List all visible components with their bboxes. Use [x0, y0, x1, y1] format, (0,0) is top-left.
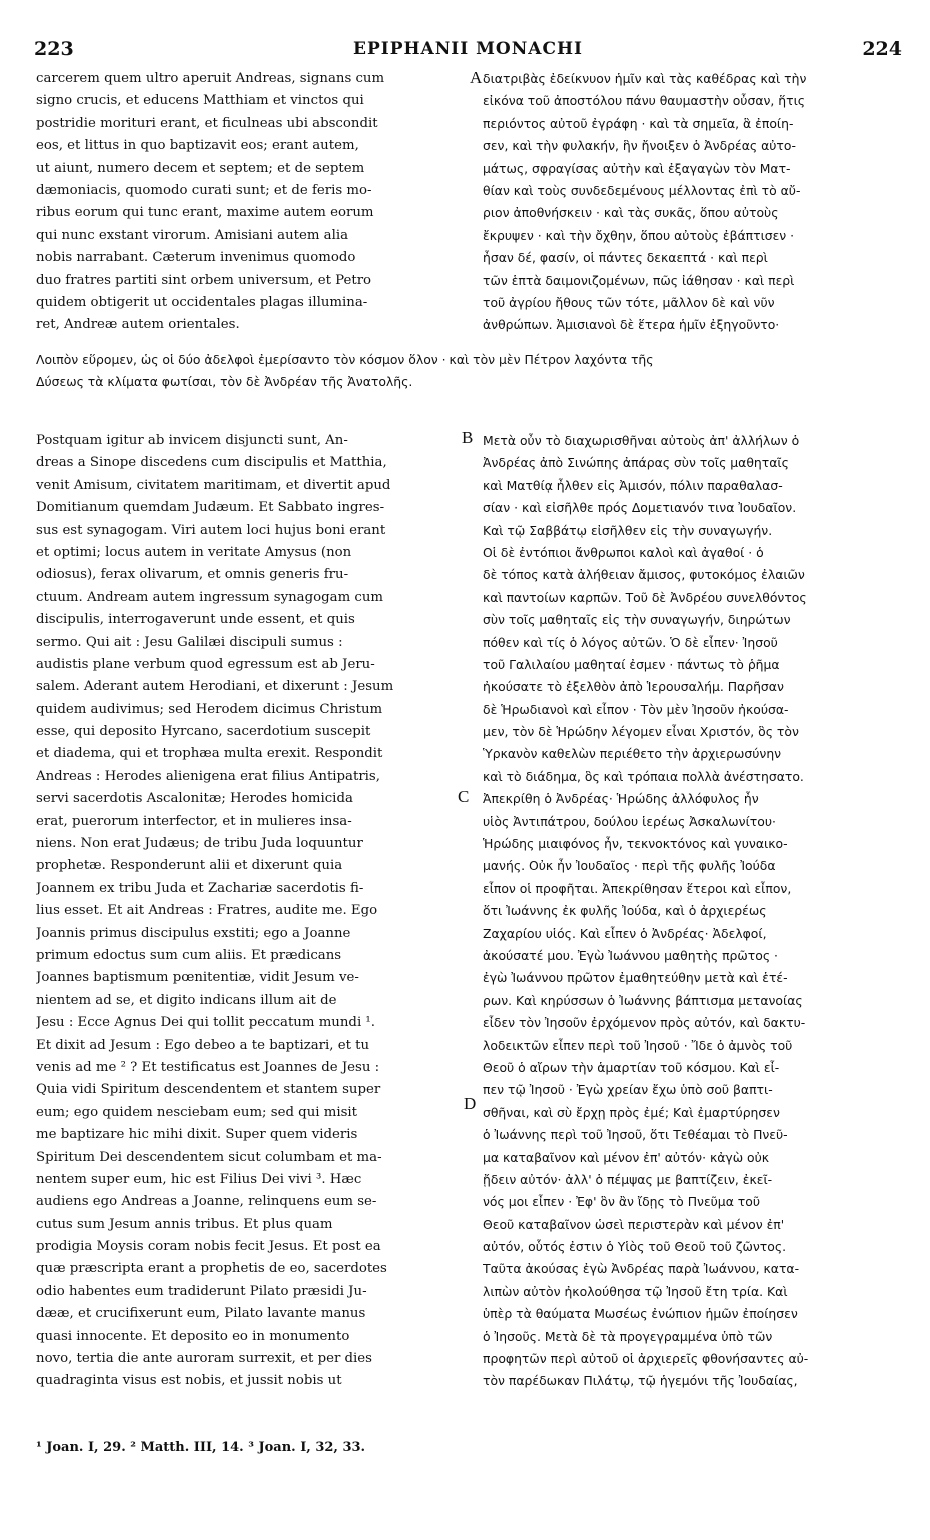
text-line: τοῦ Γαλιλαίου μαθηταί ἐσμεν · πάντως τὸ ῥῆμα: [483, 656, 780, 672]
text-line: τὸν παρέδωκαν Πιλάτῳ, τῷ ἡγεμόνι τῆς Ἰουδαίας,: [483, 1373, 798, 1389]
text-line: ἦσαν δέ, φασίν, οἱ πάντες δεκαεπτά · καὶ περὶ: [483, 250, 768, 266]
text-line: cutus sum Jesum annis tribus. Et plus quam: [36, 1216, 333, 1232]
text-line: πεν τῷ Ἰησοῦ · Ἐγὼ χρείαν ἔχω ὑπὸ σοῦ βαπτι-: [483, 1082, 773, 1098]
text-line: Joannem ex tribu Juda et Zachariæ sacerdotis fi-: [36, 880, 364, 896]
text-line: ὁ Ἰησοῦς. Μετὰ δὲ τὰ προγεγραμμένα ὑπὸ τῶν: [483, 1328, 773, 1344]
text-line: postridie morituri erant, et ficulneas ubi abscondit: [36, 115, 378, 131]
text-line: venis ad me ² ? Et testificatus est Joannes de Jesu :: [36, 1059, 380, 1075]
text-line: me baptizare hic mihi dixit. Super quem videris: [36, 1127, 358, 1143]
text-line: Λοιπὸν εὕρομεν, ὡς οἱ δύο ἀδελφοὶ ἐμερίσαντο τὸν κόσμον ὅλον · καὶ τὸν μὲν Πέτρον λαχόντα τῆς: [36, 352, 654, 367]
text-line: quidem audivimus; sed Herodem dicimus Christum: [36, 701, 383, 717]
text-line: υἱὸς Ἀντιπάτρου, δούλου ἱερέως Ἀσκαλωνίτου·: [483, 813, 776, 829]
text-line: signo crucis, et educens Matthiam et vinctos qui: [36, 93, 364, 109]
text-line: τοῦ ἀγρίου ἤθους τῶν τότε, μᾶλλον δὲ καὶ νῦν: [483, 294, 775, 310]
text-line: νός μοι εἶπεν · Ἐφ' ὃν ἂν ἴδῃς τὸ Πνεῦμα τοῦ: [483, 1194, 761, 1210]
text-line: Δύσεως τὰ κλίματα φωτίσαι, τὸν δὲ Ἀνδρέαν τῆς Ἀνατολῆς.: [36, 374, 413, 390]
text-line: quidem obtigerit ut occidentales plagas illumina-: [36, 294, 368, 310]
text-line: Andreas : Herodes alienigena erat filius Antipatris,: [36, 768, 380, 784]
text-line: lius esset. Et ait Andreas : Fratres, audite me. Ego: [36, 903, 378, 919]
text-line: Οἱ δὲ ἐντόπιοι ἄνθρωποι καλοὶ καὶ ἀγαθοί · ὁ: [483, 544, 764, 560]
text-line: καὶ παντοίων καρπῶν. Τοῦ δὲ Ἀνδρέου συνελθόντος: [483, 589, 807, 605]
text-line: Θεοῦ καταβαῖνον ὡσεὶ περιστερὰν καὶ μένον ἐπ': [483, 1216, 785, 1232]
text-line: ᾔδειν αὐτόν· ἀλλ' ὁ πέμψας με βαπτίζειν, ἐκεῖ-: [483, 1171, 773, 1187]
text-line: audiens ego Andreas a Joanne, relinquens eum se-: [36, 1194, 377, 1210]
text-line: Ἀνδρέας ἀπὸ Σινώπης ἀπάρας σὺν τοῖς μαθηταῖς: [483, 455, 789, 471]
latin-column-section-a: [36, 68, 468, 337]
text-line: odio habentes eum tradiderunt Pilato præsidi Ju-: [36, 1283, 367, 1299]
footnotes: ¹ Joan. I, 29. ² Matth. III, 14. ³ Joan. I, 32, 33.: [36, 1440, 366, 1455]
text-line: σίαν · καὶ εἰσῆλθε πρός Δομετιανόν τινα Ἰουδαῖον.: [483, 500, 797, 516]
text-line: ριον ἀποθνήσκειν · καὶ τὰς συκᾶς, ὅπου αὐτοὺς: [483, 205, 779, 221]
text-line: salem. Aderant autem Herodiani, et dixerunt : Jesum: [36, 679, 394, 695]
text-line: Quia vidi Spiritum descendentem et stantem super: [36, 1082, 381, 1098]
text-line: nobis narrabant. Cæterum invenimus quomodo: [36, 250, 356, 266]
text-line: Καὶ τῷ Σαββάτῳ εἰσῆλθεν εἰς τὴν συναγωγήν.: [483, 522, 773, 538]
page-number-right: 224: [862, 38, 902, 60]
text-line: dææ, et crucifixerunt eum, Pilato lavante manus: [36, 1306, 366, 1322]
text-line: ρων. Καὶ κηρύσσων ὁ Ἰωάννης βάπτισμα μετανοίας: [483, 992, 803, 1008]
page-header: [34, 38, 902, 66]
text-line: καὶ Ματθίᾳ ἦλθεν εἰς Ἀμισόν, πόλιν παραθαλασ-: [483, 477, 783, 493]
text-line: δὲ Ἡρωδιανοὶ καὶ εἶπον · Τὸν μὲν Ἰησοῦν ἠκούσα-: [483, 701, 789, 717]
text-line: μα καταβαῖνον καὶ μένον ἐπ' αὐτόν· κἀγὼ οὐκ: [483, 1149, 770, 1165]
text-line: prodigia Moysis coram nobis fecit Jesus. Et post ea: [36, 1239, 381, 1255]
text-line: σὺν τοῖς μαθηταῖς εἰς τὴν συναγωγήν, διηρώτων: [483, 612, 791, 628]
text-line: carcerem quem ultro aperuit Andreas, signans cum: [36, 71, 385, 86]
text-line: Et dixit ad Jesum : Ego debeo a te baptizari, et tu: [36, 1037, 370, 1053]
text-line: nentem super eum, hic est Filius Dei vivi ³. Hæc: [36, 1171, 362, 1187]
greek-column-section-b: [483, 430, 901, 1393]
text-line: novo, tertia die ante auroram surrexit, et per dies: [36, 1351, 372, 1367]
running-title: EPIPHANII MONACHI: [353, 39, 583, 59]
text-line: λιπὼν αὐτὸν ἠκολούθησα τῷ Ἰησοῦ ἔτη τρία. Καὶ: [483, 1283, 788, 1299]
text-line: dreas a Sinope discedens cum discipulis et Matthia,: [36, 455, 387, 471]
text-line: περιόντος αὐτοῦ ἐγράφη · καὶ τὰ σημεῖα, ἃ ἐποίη-: [483, 115, 794, 131]
text-line: Spiritum Dei descendentem sicut columbam et ma-: [36, 1149, 382, 1165]
page-number-left: 223: [34, 38, 74, 60]
text-line: qui nunc exstant virorum. Amisiani autem alia: [36, 227, 349, 243]
text-line: primum edoctus sum cum aliis. Et prædicans: [36, 947, 342, 963]
text-line: Μετὰ οὖν τὸ διαχωρισθῆναι αὐτοὺς ἀπ' ἀλλήλων ὁ: [483, 433, 800, 448]
text-line: erat, puerorum interfector, et in mulieres insa-: [36, 813, 352, 829]
text-line: ἐγὼ Ἰωάννου πρῶτον ἐμαθητεύθην μετὰ καὶ ἑτέ-: [483, 970, 788, 986]
text-line: προφητῶν περὶ αὐτοῦ οἱ ἀρχιερεῖς φθονήσαντες αὐ-: [483, 1351, 809, 1367]
section-marker-a: A: [470, 68, 483, 87]
text-line: niens. Non erat Judæus; de tribu Juda loquuntur: [36, 836, 363, 852]
text-line: θίαν καὶ τοὺς συνδεδεμένους μέλλοντας ἐπὶ τὸ αὔ-: [483, 182, 801, 198]
text-line: ὑπὲρ τὰ θαύματα Μωσέως ἐνώπιον ἡμῶν ἐποίησεν: [483, 1306, 798, 1322]
section-marker-d: D: [464, 1094, 477, 1113]
text-line: et diadema, qui et trophæa multa erexit. Respondit: [36, 746, 383, 762]
text-line: ἠκούσατε τὸ ἐξελθὸν ἀπὸ Ἱερουσαλήμ. Παρῆσαν: [483, 679, 784, 695]
text-line: Postquam igitur ab invicem disjuncti sunt, An-: [36, 433, 348, 448]
text-line: servi sacerdotis Ascalonitæ; Herodes homicida: [36, 791, 353, 807]
text-line: ret, Andreæ autem orientales.: [36, 317, 240, 333]
text-line: odiosus), ferax olivarum, et omnis generis fru-: [36, 567, 349, 583]
text-line: venit Amisum, civitatem maritimam, et divertit apud: [36, 477, 391, 493]
text-line: Ἀπεκρίθη ὁ Ἀνδρέας· Ἡρώδης ἀλλόφυλος ἦν: [483, 791, 759, 807]
text-line: καὶ τὸ διάδημα, ὃς καὶ τρόπαια πολλὰ ἀνέστησατο.: [483, 768, 804, 784]
text-line: sermo. Qui ait : Jesu Galilæi discipuli sumus :: [36, 634, 343, 650]
text-line: αὐτόν, οὗτός ἐστιν ὁ Υἱὸς τοῦ Θεοῦ τοῦ ζῶντος.: [483, 1239, 787, 1255]
text-line: esse, qui deposito Hyrcano, sacerdotium suscepit: [36, 724, 371, 740]
text-line: μάτως, σφραγίσας αὐτὴν καὶ ἐξαγαγὼν τὸν Ματ-: [483, 160, 791, 176]
text-line: εἶπον οἱ προφῆται. Ἀπεκρίθησαν ἕτεροι καὶ εἶπον,: [483, 880, 792, 896]
text-line: discipulis, interrogaverunt unde essent, et quis: [36, 612, 355, 628]
text-line: ἔκρυψεν · καὶ τὴν ὄχθην, ὅπου αὐτοὺς ἐβάπτισεν ·: [483, 227, 795, 243]
text-line: εἶδεν τὸν Ἰησοῦν ἐρχόμενον πρὸς αὐτόν, καὶ δακτυ-: [483, 1015, 806, 1031]
text-line: audistis plane verbum quod egressum est ab Jeru-: [36, 656, 375, 672]
text-line: Ταῦτα ἀκούσας ἐγὼ Ἀνδρέας παρὰ Ἰωάννου, κατα-: [483, 1261, 800, 1277]
text-line: Ζαχαρίου υἱός. Καὶ εἶπεν ὁ Ἀνδρέας· Ἀδελφοί,: [483, 925, 767, 941]
section-marker-c: C: [458, 787, 470, 806]
text-line: ribus eorum qui tunc erant, maxime autem eorum: [36, 205, 374, 221]
text-line: Θεοῦ ὁ αἴρων τὴν ἁμαρτίαν τοῦ κόσμου. Καὶ εἶ-: [483, 1059, 780, 1075]
text-line: duo fratres partiti sint orbem universum, et Petro: [36, 272, 372, 288]
text-line: Ἡρώδης μιαιφόνος ἦν, τεκνοκτόνος καὶ γυναικο-: [483, 836, 788, 852]
text-line: ctuum. Andream autem ingressum synagogam cum: [36, 589, 384, 605]
text-line: λοδεικτῶν εἶπεν περὶ τοῦ Ἰησοῦ · Ἴδε ὁ ἀμνὸς τοῦ: [483, 1037, 793, 1053]
greek-column-section-a: [483, 68, 901, 337]
text-line: πόθεν καὶ τίς ὁ λόγος αὐτῶν. Ὁ δὲ εἶπεν· Ἰησοῦ: [483, 634, 778, 650]
latin-column-section-b: [36, 430, 468, 1393]
text-line: ὁ Ἰωάννης περὶ τοῦ Ἰησοῦ, ὅτι Τεθέαμαι τὸ Πνεῦ-: [483, 1127, 788, 1143]
text-line: et optimi; locus autem in veritate Amysus (non: [36, 544, 352, 560]
section-marker-b: B: [462, 428, 474, 447]
text-line: Jesu : Ecce Agnus Dei qui tollit peccatum mundi ¹.: [36, 1015, 375, 1031]
text-line: σεν, καὶ τὴν φυλακήν, ἣν ἤνοιξεν ὁ Ἀνδρέας αὐτο-: [483, 138, 796, 154]
text-line: μανής. Οὐκ ἦν Ἰουδαῖος · περὶ τῆς φυλῆς Ἰούδα: [483, 858, 776, 874]
text-line: εἰκόνα τοῦ ἀποστόλου πάνυ θαυμαστὴν οὖσαν, ἥτις: [483, 93, 806, 109]
text-line: ut aiunt, numero decem et septem; et de septem: [36, 160, 365, 176]
text-line: τῶν ἑπτὰ δαιμονιζομένων, πῶς ἰάθησαν · καὶ περὶ: [483, 272, 795, 288]
text-line: quadraginta visus est nobis, et jussit nobis ut: [36, 1373, 342, 1389]
text-line: sus est synagogam. Viri autem loci hujus boni erant: [36, 522, 386, 538]
text-line: Ὑρκανὸν καθελὼν περιέθετο τὴν ἀρχιερωσύνην: [483, 746, 782, 762]
text-line: Joannis primus discipulus exstiti; ego a Joanne: [36, 925, 351, 941]
text-line: μεν, τὸν δὲ Ἡρώδην λέγομεν εἶναι Χριστόν, ὃς τὸν: [483, 724, 799, 740]
text-line: δὲ τόπος κατὰ ἀλήθειαν ἄμισος, φυτοκόμος ἐλαιῶν: [483, 567, 805, 583]
text-line: ἀνθρώπων. Ἀμισιανοὶ δὲ ἕτερα ἡμῖν ἐξηγοῦντο·: [483, 317, 780, 333]
text-line: eum; ego quidem nesciebam eum; sed qui misit: [36, 1104, 358, 1120]
greek-full-width-text: [36, 349, 902, 394]
text-line: ἀκούσατέ μου. Ἐγὼ Ἰωάννου μαθητὴς πρῶτος ·: [483, 947, 778, 963]
text-line: Joannes baptismum pœnitentiæ, vidit Jesum ve-: [36, 970, 359, 986]
text-line: quasi innocente. Et deposito eo in monumento: [36, 1328, 350, 1344]
text-line: quæ præscripta erant a prophetis de eo, sacerdotes: [36, 1261, 387, 1277]
text-line: σθῆναι, καὶ σὺ ἔρχῃ πρὸς ἐμέ; Καὶ ἐμαρτύρησεν: [483, 1104, 780, 1120]
text-line: nientem ad se, et digito indicans illum ait de: [36, 992, 337, 1008]
text-line: διατριβὰς ἐδείκνυον ἡμῖν καὶ τὰς καθέδρας καὶ τὴν: [483, 71, 807, 86]
text-line: dæmoniacis, quomodo curati sunt; et de feris mo-: [36, 182, 372, 198]
text-line: Domitianum quemdam Judæum. Et Sabbato ingres-: [36, 500, 385, 516]
text-line: prophetæ. Responderunt alii et dixerunt quia: [36, 858, 343, 874]
text-line: eos, et littus in quo baptizavit eos; erant autem,: [36, 138, 359, 154]
text-line: ὅτι Ἰωάννης ἐκ φυλῆς Ἰούδα, καὶ ὁ ἀρχιερέως: [483, 903, 767, 919]
